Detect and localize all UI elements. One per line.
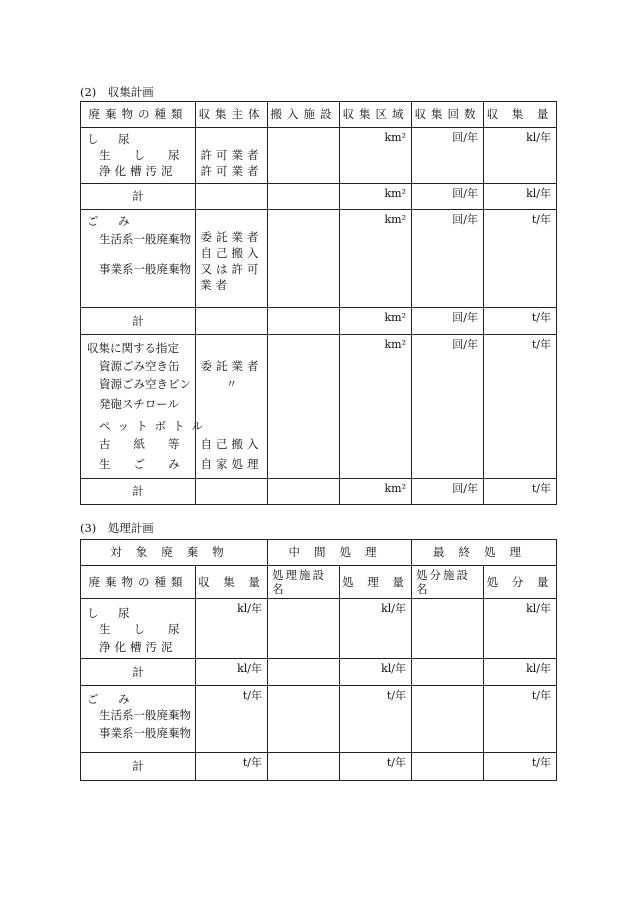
collector-label: 業者 [200,278,231,292]
item-label: 生 し 尿 [99,622,180,636]
collector-label: 又は許可 [200,262,263,276]
empty-cell [268,753,340,781]
empty-cell [268,479,340,505]
item-label: し 尿 [87,606,134,620]
collector-cell [196,335,268,479]
collector-cell [196,210,268,308]
header-area: 収集区域 [340,102,412,128]
disposed-unit: t/年 [484,686,557,753]
item-label: 生活系一般廃棄物 [99,708,191,722]
item-label: し 尿 [87,132,134,146]
header-amount: 収 集 量 [484,102,557,128]
item-label: 生 ご み [99,457,180,471]
disposed-unit: kl/年 [484,659,557,686]
processed-unit: t/年 [340,686,412,753]
area-unit: km² [340,128,412,184]
facility-cell [268,128,340,184]
empty-cell [268,686,340,753]
item-label: 生活系一般廃棄物 [99,232,191,246]
group-intermediate: 中間処理 [268,540,412,566]
header-facility: 搬入施設 [268,102,340,128]
table-row [81,128,557,184]
item-label: 事業系一般廃棄物 [99,262,191,276]
table-row [81,308,557,335]
waste-type-cell [81,686,196,753]
table-row [81,753,557,781]
facility-cell [268,210,340,308]
amount-unit: t/年 [484,308,557,335]
table-row [81,184,557,210]
section2-title: (2) 収集計画 [80,85,154,99]
collected-unit: t/年 [196,686,268,753]
collector-cell [196,128,268,184]
frequency-unit: 回/年 [412,128,484,184]
header-process-facility: 処理施設名 [268,566,340,599]
facility-cell [268,335,340,479]
empty-cell [412,599,484,659]
amount-unit: kl/年 [484,128,557,184]
table-row [81,686,557,753]
total-label: 計 [81,753,196,781]
empty-cell [268,184,340,210]
header-frequency: 収集回数 [412,102,484,128]
ditto-mark: 〃 [225,377,238,391]
item-label: 資源ごみ空きビン [99,377,191,391]
item-label: 浄化槽汚泥 [99,164,177,178]
item-label: 浄化槽汚泥 [99,640,177,654]
total-label: 計 [81,479,196,505]
waste-type-cell [81,335,210,479]
total-label: 計 [81,184,196,210]
section3-title: (3) 処理計画 [80,521,154,535]
amount-unit: t/年 [484,210,557,308]
treatment-plan-table [80,539,557,781]
table-row [81,479,557,505]
area-unit: km² [340,335,412,479]
item-label: 発砲スチロール [99,397,180,411]
processed-unit: t/年 [340,753,412,781]
collection-plan-table [80,101,557,505]
area-unit: km² [340,210,412,308]
area-unit: km² [340,479,412,505]
empty-cell [196,184,268,210]
processed-unit: kl/年 [340,659,412,686]
empty-cell [412,659,484,686]
collector-label: 委託業者 [200,230,263,244]
empty-cell [268,599,340,659]
collected-unit: t/年 [196,753,268,781]
area-unit: km² [340,308,412,335]
total-label: 計 [81,308,196,335]
item-label: 事業系一般廃棄物 [99,726,191,740]
header-waste-type: 廃棄物の種類 [81,566,196,599]
disposed-unit: t/年 [484,753,557,781]
area-unit: km² [340,184,412,210]
table-row [81,659,557,686]
waste-type-cell [81,210,196,308]
group-target-waste: 対象廃棄物 [81,540,268,566]
frequency-unit: 回/年 [412,335,484,479]
collector-label: 自己搬入 [200,437,263,451]
header-disposed: 処 分 量 [484,566,557,599]
collector-label: 許可業者 [200,148,263,162]
frequency-unit: 回/年 [412,184,484,210]
amount-unit: t/年 [484,335,557,479]
collected-unit: kl/年 [196,659,268,686]
header-collected: 収 集 量 [196,566,268,599]
table-row [81,210,557,308]
item-label: 古 紙 等 [99,437,180,451]
empty-cell [268,659,340,686]
empty-cell [412,686,484,753]
empty-cell [412,753,484,781]
collector-label: 委託業者 [200,359,263,373]
header-disposal-facility: 処分施設名 [412,566,484,599]
empty-cell [268,308,340,335]
disposed-unit: kl/年 [484,599,557,659]
header-processed: 処 理 量 [340,566,412,599]
amount-unit: kl/年 [484,184,557,210]
header-waste-type: 廃棄物の種類 [81,102,196,128]
waste-type-cell [81,128,196,184]
empty-cell [196,308,268,335]
empty-cell [196,479,268,505]
collector-label: 自己搬入 [200,246,263,260]
collector-label: 許可業者 [200,164,263,178]
item-label: 収集に関する指定 [87,341,179,355]
item-label: 資源ごみ空き缶 [99,359,180,373]
item-label: ペットボトル [99,419,210,433]
item-label: 生 し 尿 [99,148,180,162]
table-row [81,599,557,659]
item-label: ご み [87,692,134,706]
header-collector: 収集主体 [196,102,268,128]
frequency-unit: 回/年 [412,210,484,308]
collector-label: 自家処理 [200,457,263,471]
waste-type-cell [81,599,196,659]
table-row [81,335,557,479]
amount-unit: t/年 [484,479,557,505]
frequency-unit: 回/年 [412,308,484,335]
total-label: 計 [81,659,196,686]
frequency-unit: 回/年 [412,479,484,505]
group-final: 最終処理 [412,540,557,566]
collected-unit: kl/年 [196,599,268,659]
item-label: ご み [87,214,134,228]
processed-unit: kl/年 [340,599,412,659]
